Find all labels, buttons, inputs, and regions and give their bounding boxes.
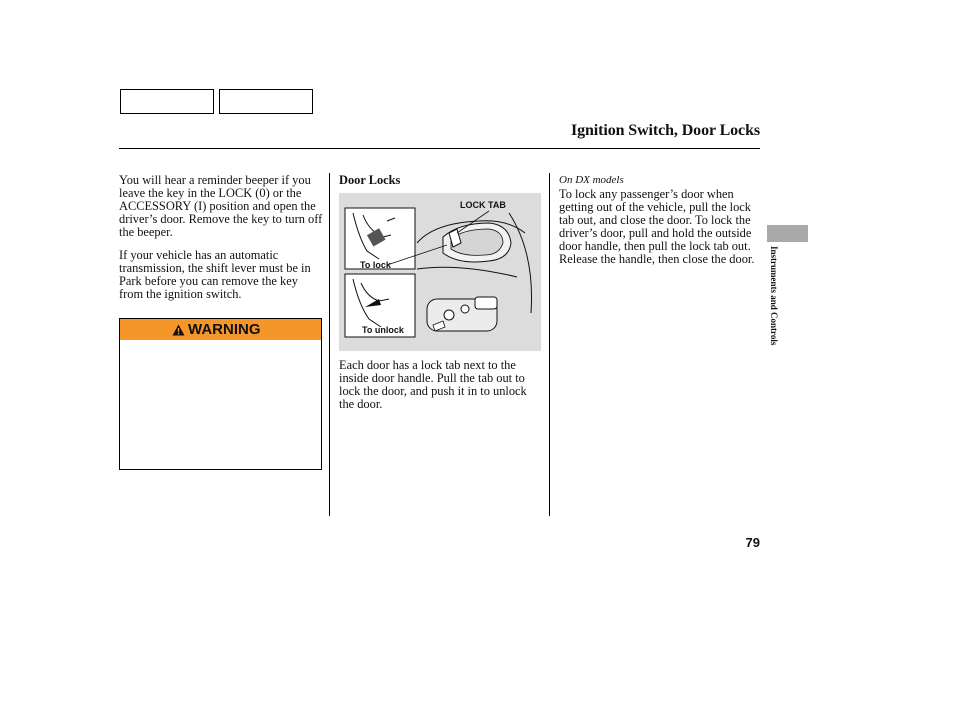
lock-tab-paragraph: Each door has a lock tab next to the inside door handle. Pull the tab out to lock the door, and push it in to unlock the door. (339, 358, 527, 411)
door-lock-illustration (339, 193, 541, 351)
column-3-text (559, 188, 759, 266)
reminder-paragraph: You will hear a reminder beeper if you leave the key in the LOCK (0) or the ACCESSORY (I) position and open the driver’s door. Remove the key to turn off the beeper. (119, 173, 323, 239)
warning-triangle-icon (172, 324, 185, 336)
section-label-text: Instruments and Controls (769, 246, 779, 346)
section-side-label (767, 246, 779, 370)
to-lock-label: To lock (360, 260, 391, 270)
dx-models-note: On DX models (559, 174, 624, 186)
page-title: Ignition Switch, Door Locks (570, 122, 760, 139)
page-number: 79 (745, 535, 760, 550)
column-1 (119, 174, 324, 311)
title-divider (119, 148, 760, 149)
section-tab[interactable] (767, 225, 808, 242)
section-heading: Door Locks (339, 173, 401, 187)
warning-header (120, 319, 321, 340)
nav-button-index[interactable] (219, 89, 313, 114)
nav-button-contents[interactable] (120, 89, 214, 114)
column-2-text (339, 359, 539, 411)
automatic-transmission-paragraph: If your vehicle has an automatic transmission, the shift lever must be in Park before you can remove the key from the ignition switch. (119, 248, 311, 301)
lock-tab-label: LOCK TAB (460, 200, 506, 210)
column-divider (549, 173, 550, 516)
warning-label: WARNING (188, 321, 261, 338)
warning-box (119, 318, 322, 470)
to-unlock-label: To unlock (362, 325, 404, 335)
passenger-door-paragraph: To lock any passenger’s door when getting out of the vehicle, pull the lock tab out, and close the door. To lock the driver’s door, pull and hold the outside door handle, then pull the lock tab out. Release the handle, then close the door. (559, 187, 755, 266)
column-divider (329, 173, 330, 516)
